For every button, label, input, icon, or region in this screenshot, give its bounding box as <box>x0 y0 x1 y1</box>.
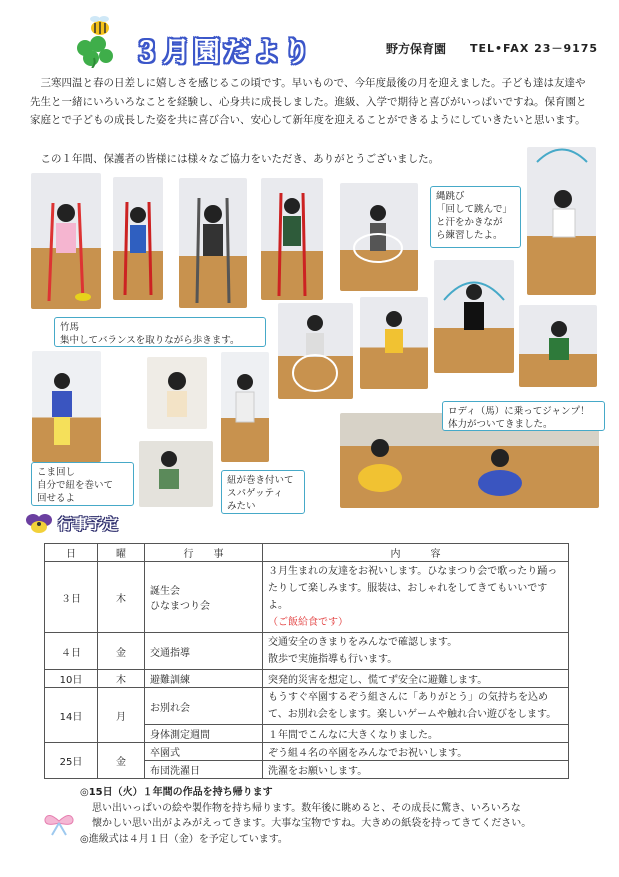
photo-jumprope-3 <box>434 260 514 373</box>
notice-line: ◎進級式は４月１日（金）を予定しています。 <box>80 833 288 845</box>
row-content: ぞう組４名の卒園をみんなでお祝いします。 <box>263 743 569 761</box>
table-row <box>45 633 569 670</box>
schedule-table <box>44 543 569 779</box>
photo-jumprope-1 <box>340 183 418 291</box>
photo-koma-4 <box>139 441 213 507</box>
table-row <box>45 743 569 761</box>
intro-text <box>30 74 590 130</box>
tel-fax: TEL•FAX 23－9175 <box>470 42 599 55</box>
callout-koma-title: こま回し <box>37 467 76 478</box>
callout-rody-line: 体力がついてきました。 <box>448 419 553 430</box>
table-row <box>45 670 569 688</box>
col-content: 内 容 <box>263 544 569 562</box>
row-weekday: 木 <box>98 670 145 688</box>
photo-jumprope-5 <box>278 303 353 399</box>
row-content: 突発的災害を想定し、慌てず安全に避難します。 <box>263 670 569 688</box>
row-content <box>263 633 569 670</box>
table-row <box>45 562 569 633</box>
row-event <box>145 562 263 633</box>
row-event: 避難訓練 <box>145 670 263 688</box>
schedule-heading <box>24 512 118 534</box>
row-day: ４日 <box>45 633 98 670</box>
row-event: 布団洗濯日 <box>145 761 263 779</box>
callout-stilts-line: 集中してバランスを取りながら歩きます。 <box>60 335 240 346</box>
row-content: １年間でこんなに大きくなりました。 <box>263 725 569 743</box>
content-note: （ご飯給食です） <box>268 617 348 628</box>
row-content: もうすぐ卒園するぞう組さんに「ありがとう」の気持ちを込めて、お別れ会をします。楽しいゲームや触れ合い遊びをします。 <box>263 688 569 725</box>
callout-rody <box>442 401 605 431</box>
content-text: ３月生まれの友達をお祝いします。ひなまつり会で歌ったり踊ったりして楽しみます。服装は、おしゃれをしてきてもいいですよ。 <box>268 566 558 611</box>
notice-line: ◎15日（火）１年間の作品を持ち帰ります <box>80 787 273 798</box>
callout-spaghetti-line: スパゲッティ <box>227 488 283 499</box>
row-content <box>263 562 569 633</box>
notice-line: 懐かしい思い出がよみがえってきます。大事な宝物ですね。大きめの紙袋を持ってきてください。 <box>92 818 532 829</box>
row-day: 10日 <box>45 670 98 688</box>
photo-stilts-3 <box>179 178 247 308</box>
callout-stilts <box>54 317 266 347</box>
photo-koma-1 <box>32 351 101 462</box>
notices <box>80 785 600 847</box>
callout-jumprope <box>430 186 521 248</box>
thanks-text: この１年間、保護者の皆様には様々なご協力をいただき、ありがとうございました。 <box>40 153 440 165</box>
callout-spaghetti-line: 紐が巻き付いて <box>227 475 294 486</box>
photo-koma-2 <box>147 357 207 429</box>
bee-icon <box>90 16 109 35</box>
school-name: 野方保育園 <box>386 42 447 56</box>
clover-icon <box>77 36 113 68</box>
callout-koma-line: 回せるよ <box>37 493 76 504</box>
bee-clover-logo <box>70 14 122 68</box>
page-title: ３月園だより <box>133 37 313 68</box>
callout-rody-line: ロディ（馬）に乗ってジャンプ！ <box>448 406 590 417</box>
row-event: 交通指導 <box>145 633 263 670</box>
col-day: 日 <box>45 544 98 562</box>
row-day: ３日 <box>45 562 98 633</box>
photo-jumprope-6 <box>360 297 428 389</box>
event-item: 誕生会 <box>150 586 180 597</box>
row-weekday: 金 <box>98 743 145 779</box>
notice-line: 思い出いっぱいの絵や製作物を持ち帰ります。数年後に眺めると、その成長に驚き、いろいろな <box>92 802 521 814</box>
content-text: 交通安全のきまりをみんなで確認します。 <box>268 637 458 648</box>
callout-jumprope-line: ら練習したよ。 <box>436 230 503 241</box>
row-weekday: 金 <box>98 633 145 670</box>
col-event: 行 事 <box>145 544 263 562</box>
table-row <box>45 688 569 725</box>
row-event: お別れ会 <box>145 688 263 725</box>
table-header-row <box>45 544 569 562</box>
event-item: ひなまつり会 <box>150 601 210 612</box>
row-day: 25日 <box>45 743 98 779</box>
callout-koma <box>31 462 134 506</box>
pansy-icon <box>24 512 54 534</box>
photo-stilts-4 <box>261 178 323 300</box>
photo-jumprope-2 <box>527 147 596 295</box>
ribbon-icon <box>42 811 76 837</box>
row-event: 卒園式 <box>145 743 263 761</box>
photo-koma-3 <box>221 352 269 462</box>
content-text: 散歩で実施指導も行います。 <box>268 654 398 665</box>
row-weekday: 月 <box>98 688 145 743</box>
callout-jumprope-line: 「回して跳んで」 <box>436 204 513 215</box>
callout-spaghetti-line: みたい <box>227 501 256 512</box>
photo-stilts-2 <box>113 177 163 300</box>
intro-paragraph: 三寒四温と春の日差しに嬉しさを感じるこの頃です。早いもので、今年度最後の月を迎えました。子ども達は友達や先生と一緒にいろいろなことを経験し、心身共に成長しました。進級、入学で期待と喜びがいっぱいですね。保育園と家庭とで子どもの成長した姿を共に喜び合い、安心して新年度を迎えることができるようにしていきたいと思います。 <box>30 77 587 127</box>
schedule-heading-label: 行事予定 <box>58 514 119 533</box>
row-day: 14日 <box>45 688 98 743</box>
callout-stilts-title: 竹馬 <box>60 322 80 333</box>
photo-stilts-1 <box>31 173 101 309</box>
callout-spaghetti <box>221 470 305 514</box>
callout-jumprope-line: と汗をかきなが <box>436 217 503 228</box>
row-event: 身体測定週間 <box>145 725 263 743</box>
callout-jumprope-title: 縄跳び <box>436 191 465 202</box>
row-weekday: 木 <box>98 562 145 633</box>
row-content: 洗濯をお願いします。 <box>263 761 569 779</box>
col-weekday: 曜 <box>98 544 145 562</box>
photo-jumprope-4 <box>519 305 597 387</box>
callout-koma-line: 自分で紐を巻いて <box>37 480 114 491</box>
